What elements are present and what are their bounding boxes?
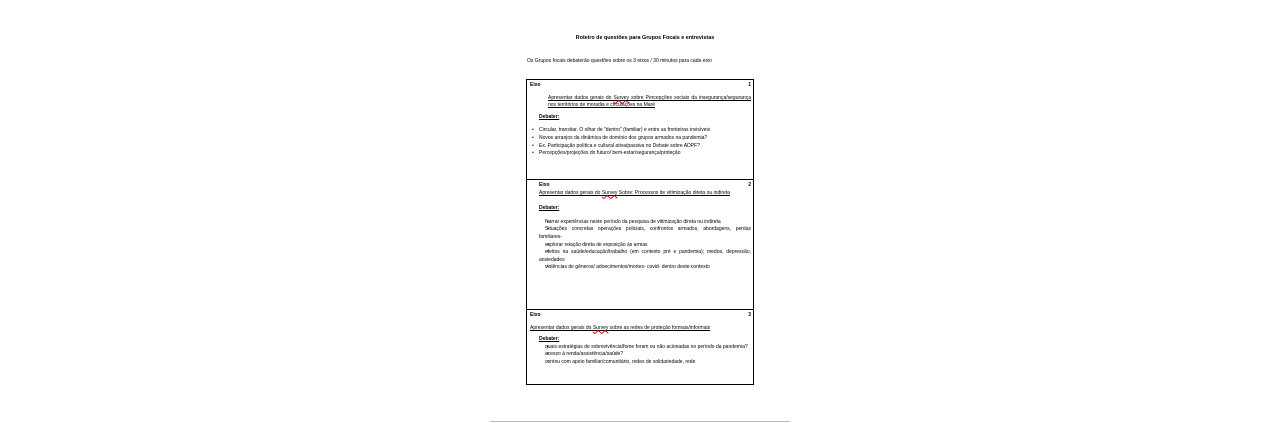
eixo-2-debate-label: Debater: xyxy=(539,205,560,212)
eixo-2-header xyxy=(527,180,753,190)
eixo-3-present: Apresentar dados gerais do Survey sobre as redes de proteção formais/informais xyxy=(530,324,711,331)
list-item: • Narrar experiências neste período da pesquisa de vitimização direta ou indireta xyxy=(539,219,751,227)
list-item: • acesso à renda/assistência/saúde? xyxy=(539,351,751,359)
list-item: • Ex. Participação política e cultural ativa/passiva no Debate sobre ADPF? xyxy=(530,143,751,151)
eixo-1-list xyxy=(526,121,753,157)
eixo-1-debate-label: Debater: xyxy=(539,113,560,120)
eixo-2-present: Apresentar dados gerais do Survey Sobre: Processos de vitimização direta ou indireta xyxy=(539,189,730,196)
eixo-3-header xyxy=(527,310,753,320)
eixo-2-number: 2 xyxy=(748,182,751,188)
list-item: • explorar relação direta de exposição às armas xyxy=(539,242,751,250)
eixo-1-header xyxy=(527,80,753,90)
list-item: • quais estratégias de sobrevivência/fome foram ou não acionadas no período da pandemia? xyxy=(539,344,751,352)
eixo-3-list xyxy=(527,344,753,367)
list-item: • Percepções/projeções do futuro/ bem-estar/segurança/proteção xyxy=(530,150,751,158)
eixo-3-number: 3 xyxy=(748,312,751,318)
eixo-3-label: Eixo xyxy=(530,312,541,318)
eixo-3-survey-word: Survey xyxy=(592,324,609,331)
list-item: • Circular, transitar. O olhar de "dentro" (familiar) e entre as fronteiras invisíveis xyxy=(530,127,751,135)
list-item: • contou com apoio familiar/comunitário, redes de solidariedade, rede xyxy=(539,359,751,367)
list-item: • efeitos na saúde/educação/trabalho (em contexto pré e pandemia); medos, depressão, ansiedades xyxy=(539,249,751,264)
document-page xyxy=(500,0,790,423)
list-item: • Novos arranjos da dinâmica de domínio dos grupos armados na pandemia? xyxy=(530,135,751,143)
eixo-1-number: 1 xyxy=(748,82,751,88)
eixo-1-cell xyxy=(527,80,753,180)
document-title: Roteiro de questões para Grupos Focais e entrevistas xyxy=(575,35,715,41)
eixo-3-debate-label: Debater: xyxy=(539,336,560,343)
eixo-2-label: Eixo xyxy=(539,182,550,188)
eixo-2-list xyxy=(527,213,753,272)
list-item: • violências de gêneros/ adoecimentos/mortes- covid- dentro deste contexto xyxy=(539,264,751,272)
eixos-table xyxy=(526,79,754,385)
eixo-1-label: Eixo xyxy=(530,82,541,88)
eixo-2-cell xyxy=(527,180,753,310)
eixo-1-survey-word: Survey xyxy=(613,94,630,101)
list-item: • Situações concretas operações policiais, confrontos armados, abordagens, perdas familiares- xyxy=(539,226,751,241)
eixo-3-cell xyxy=(527,310,753,385)
eixo-2-survey-word: Survey xyxy=(601,189,618,196)
intro-text: Os Grupos focais debaterão questões sobre os 3 eixos / 30 minutos para cada eixo xyxy=(527,58,712,64)
page-divider xyxy=(490,421,790,422)
eixo-1-present: Apresentar dados gerais do Survey sobre Percepções sociais da insegurança/segurança nos territórios de moradia e circulações na Maré xyxy=(548,94,751,109)
